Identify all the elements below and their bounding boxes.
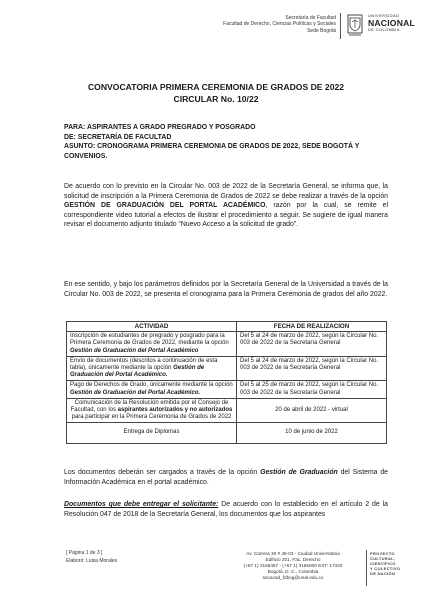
body3-text: Los documentos deberán ser cargados a través de la opción bbox=[64, 469, 261, 476]
document-title: CONVOCATORIA PRIMERA CEREMONIA DE GRADOS DE 2022 bbox=[87, 82, 345, 92]
elaborated-by: Elaboró: Luisa Morales bbox=[66, 558, 118, 564]
logo-line-3: DE COLOMBIA bbox=[368, 28, 400, 32]
activity-bold: aspirantes autorizados y no autorizados bbox=[117, 407, 233, 414]
activity-cell: Entrega de Diplomas bbox=[67, 423, 237, 443]
address-line: Bogotá, D. C., Colombia bbox=[267, 569, 319, 574]
activity-cell bbox=[67, 332, 237, 357]
address-line: Edificio 201, Fac. Derecho bbox=[265, 557, 321, 562]
para-line: PARA: ASPIRANTES A GRADO PREGRADO Y POSGRADO bbox=[64, 124, 256, 131]
date-cell: Del 5 al 25 de marzo de 2022, según la Circular No. 003 de 2022 de la Secretaría General bbox=[237, 381, 387, 398]
project-line: PROYECTO bbox=[370, 551, 395, 556]
activity-text-end: para participar en la Primera Ceremonia de Grados de 2022 bbox=[71, 414, 232, 421]
body1-highlight: GESTIÓN DE GRADUACIÓN DEL PORTAL ACADÉMICO bbox=[64, 202, 266, 210]
activity-italic: Gestión de Graduación del Portal Académico. bbox=[70, 389, 201, 396]
university-logo-text bbox=[368, 14, 430, 33]
footer-divider bbox=[366, 550, 367, 586]
header-divider bbox=[340, 13, 341, 39]
body4-text: De acuerdo con lo establecido en el artículo 2 de la Resolución 047 de 2018 de la Secretaría General, los documentos que los aspirantes bbox=[64, 501, 388, 518]
date-cell: Del 5 al 24 de marzo de 2022, según la Circular No. 003 de 2022 de la Secretaría General bbox=[237, 356, 387, 381]
logo-line-1: UNIVERSIDAD bbox=[368, 14, 400, 18]
body-paragraph-1 bbox=[64, 182, 388, 230]
body-paragraph-2: En ese sentido, y bajo los parámetros definidos por la Secretaría General de la Universidad a través de la Circular No. 003 de 2022, se presenta el cronograma para la Primera Ceremonia de grados del año 2022. bbox=[64, 281, 388, 298]
activity-text: Pago de Derechos de Grado, únicamente mediante la opción bbox=[70, 382, 233, 389]
project-tagline bbox=[370, 551, 400, 576]
schedule-table bbox=[66, 321, 387, 444]
table-row bbox=[67, 332, 387, 357]
column-header-activity: ACTIVIDAD bbox=[67, 322, 237, 332]
documents-heading: Documentos que debe entregar el solicitante: bbox=[64, 501, 219, 508]
date-cell: Del 5 al 24 de marzo de 2022, según la Circular No. 003 de 2022 de la Secretaría General bbox=[237, 332, 387, 357]
table-header-row bbox=[67, 322, 387, 332]
project-line: DE NACIÓN bbox=[370, 571, 396, 576]
activity-text: Inscripción de estudiantes de pregrado y posgrado para la Primera Ceremonia de Grados de 2022, mediante la opción bbox=[70, 333, 229, 347]
body-paragraph-3 bbox=[64, 468, 388, 487]
table-row bbox=[67, 356, 387, 381]
activity-italic: Gestión de Graduación del Portal Académico bbox=[70, 347, 199, 354]
body3-italic: Gestión de Graduación bbox=[260, 469, 338, 476]
table-row bbox=[67, 381, 387, 398]
activity-cell bbox=[67, 398, 237, 423]
footer-info bbox=[66, 549, 117, 565]
addressee-block bbox=[64, 123, 388, 161]
office-header bbox=[196, 15, 336, 34]
activity-cell bbox=[67, 356, 237, 381]
asunto-line: ASUNTO: CRONOGRAMA PRIMERA CEREMONIA DE GRADOS DE 2022, SEDE BOGOTÁ Y CONVENIOS. bbox=[64, 143, 360, 160]
page-number: [ Página 1 de 3 ] bbox=[66, 550, 103, 556]
date-cell: 10 de junio de 2022 bbox=[237, 423, 387, 443]
email-link[interactable]: secacad_fdbog@unal.edu.co bbox=[262, 575, 324, 580]
body1-text-end: , razón por la cual, se remite el correspondiente video tutorial a efectos de ilustrar el procedimiento a seguir. Se sugiere de igual manera revisar el documento adjunto titulado “Nuevo Acceso a la solicitud de grado”. bbox=[64, 202, 388, 229]
logo-line-2: NACIONAL bbox=[368, 18, 415, 28]
office-line: Sede Bogotá bbox=[307, 27, 336, 34]
project-line: CULTURAL, bbox=[370, 556, 396, 561]
project-line: CIENTÍFICO bbox=[370, 561, 396, 566]
date-cell: 20 de abril de 2022 - virtual bbox=[237, 398, 387, 423]
project-line: Y COLECTIVO bbox=[370, 566, 401, 571]
table-row bbox=[67, 398, 387, 423]
body1-text: De acuerdo con lo previsto en la Circular No. 003 de 2022 de la Secretaría General, se informa que, la solicitud de inscripción a la Primera Ceremonia de Grados de 2022 se debe realizar a través de la opción bbox=[64, 183, 388, 200]
de-line: DE: SECRETARÍA DE FACULTAD bbox=[64, 133, 172, 141]
circular-number: CIRCULAR No. 10/22 bbox=[173, 94, 259, 104]
activity-text: Envío de documentos (descritos a continuación de esta tabla), únicamente mediante la opción bbox=[70, 357, 218, 372]
address-line: (+57 1) 3165457 - (+57 1) 3165000 EXT: 17320 bbox=[243, 563, 343, 568]
activity-text: Comunicación de la Resolución emitida por el Consejo de Facultad, con los bbox=[70, 399, 229, 414]
office-line: Facultad de Derecho, Ciencias Políticas y Sociales bbox=[223, 21, 336, 28]
table-row bbox=[67, 423, 387, 443]
body-paragraph-4 bbox=[64, 500, 388, 519]
footer-address bbox=[224, 551, 362, 581]
university-seal-icon bbox=[345, 13, 365, 37]
office-line: Secretaría de Facultad bbox=[285, 15, 336, 21]
activity-cell bbox=[67, 381, 237, 398]
column-header-date: FECHA DE REALIZACION bbox=[237, 322, 387, 332]
body3-text-end: del Sistema de Información Académica en el portal académico. bbox=[64, 469, 389, 486]
activity-italic: Gestión de Graduación del Portal Académico. bbox=[70, 365, 205, 379]
address-line: Av. Carrera 30 # 45-03 - Ciudad Universitaria bbox=[246, 551, 340, 556]
